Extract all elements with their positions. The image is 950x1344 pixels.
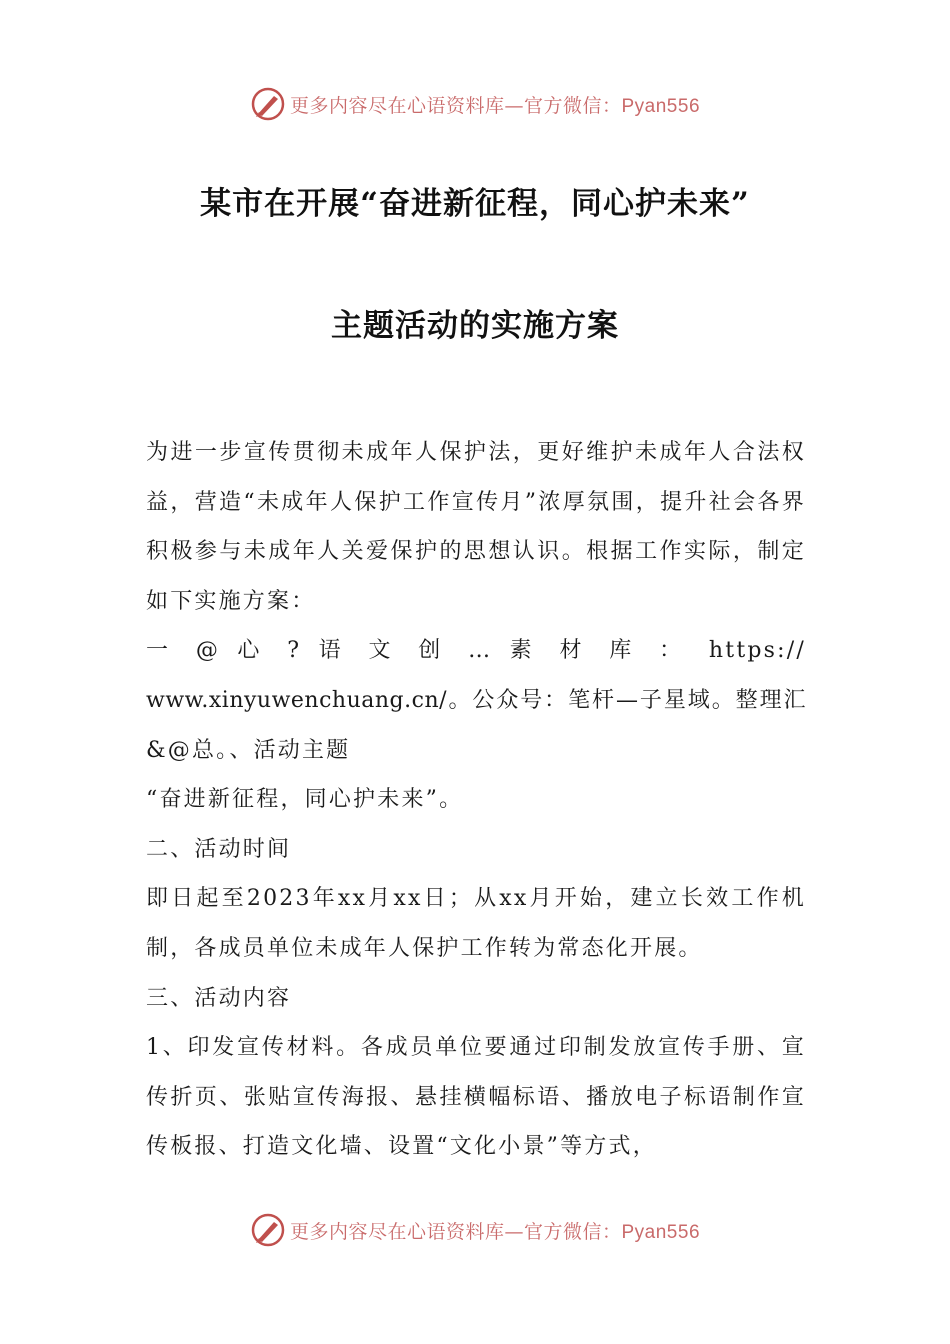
pen-logo-icon (250, 86, 286, 122)
header-watermark (0, 84, 950, 124)
intro-paragraph: 为进一步宣传贯彻未成年人保护法，更好维护未成年人合法权益，营造“未成年人保护工作宣传月”浓厚氛围，提升社会各界积极参与未成年人关爱保护的思想认识。根据工作实际，制定如下实施方案： (146, 440, 806, 614)
watermark-text: 更多内容尽在心语资料库—官方微信：Pyan556 (289, 94, 701, 117)
section-heading: &@总。、活动主题 (146, 737, 351, 763)
page-title-line-2: 主题活动的实施方案 (331, 308, 619, 344)
section-heading: 三、活动内容 (146, 985, 292, 1011)
garbled-line: 一 @ 心 ? 语 文 创 … 素 材 库 ： https:// (146, 638, 806, 664)
pen-logo-icon (250, 1212, 286, 1248)
content-item-paragraph: 1、印发宣传材料。各成员单位要通过印制发放宣传手册、宣传折页、张贴宣传海报、悬挂横幅标语、播放电子标语制作宣传板报、打造文化墙、设置“文化小景”等方式， (146, 1035, 806, 1160)
document-body (146, 428, 806, 1172)
time-paragraph: 即日起至2023年xx月xx日；从xx月开始，建立长效工作机制，各成员单位未成年人保护工作转为常态化开展。 (146, 886, 806, 961)
theme-paragraph: “奋进新征程，同心护未来”。 (146, 787, 464, 813)
section-heading: 二、活动时间 (146, 836, 292, 862)
page-title-line-1: 某市在开展“奋进新征程，同心护未来” (200, 186, 750, 222)
garbled-line: www.xinyuwenchuang.cn/。公众号：笔杆—子星域。整理汇 (146, 687, 806, 713)
watermark-text: 更多内容尽在心语资料库—官方微信：Pyan556 (289, 1220, 701, 1243)
footer-watermark (0, 1210, 950, 1250)
